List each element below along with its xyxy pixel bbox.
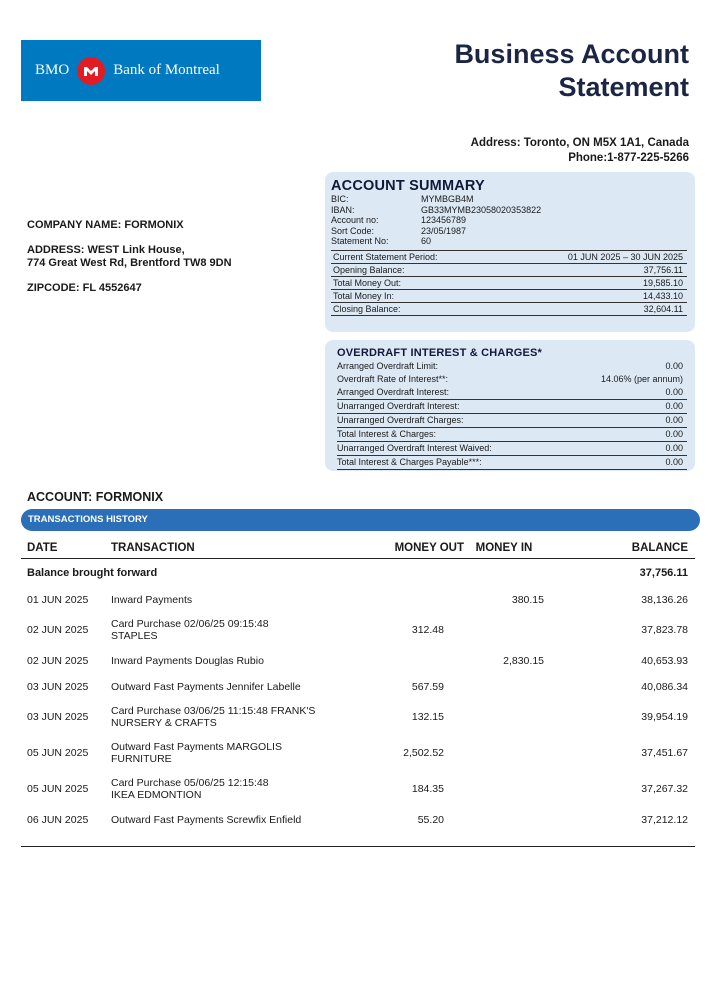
col-balance: BALANCE <box>631 541 688 554</box>
tx-date: 02 JUN 2025 <box>27 624 89 636</box>
tx-date: 03 JUN 2025 <box>27 711 89 723</box>
tx-balance: 39,954.19 <box>641 711 688 723</box>
company-address-line-2: 774 Great West Rd, Brentford TW8 9DN <box>27 257 232 269</box>
identifier-label: Sort Code: <box>331 225 375 236</box>
identifier-label: Statement No: <box>331 236 389 246</box>
table-end-rule <box>21 846 695 847</box>
overdraft-value: 0.00 <box>665 429 683 439</box>
summary-value: 37,756.11 <box>643 264 683 275</box>
overdraft-value: 14.06% (per annum) <box>600 374 683 384</box>
overdraft-row <box>337 373 687 386</box>
tx-description-line: IKEA EDMONTION <box>111 789 202 801</box>
tx-description <box>111 681 361 693</box>
summary-row <box>331 264 687 277</box>
overdraft-row <box>337 360 687 373</box>
tx-money-out: 184.35 <box>411 783 444 795</box>
table-row <box>21 699 695 735</box>
identifier-value: MYMBGB4M <box>421 194 474 204</box>
tx-balance: 37,451.67 <box>641 747 688 759</box>
table-row <box>21 735 695 771</box>
company-info <box>27 219 232 295</box>
logo-short-name: BMO <box>35 62 70 78</box>
summary-row <box>331 290 687 303</box>
summary-label: Current Statement Period: <box>333 251 438 262</box>
overdraft-row <box>337 386 687 400</box>
overdraft-value: 0.00 <box>665 443 683 453</box>
tx-balance: 40,086.34 <box>641 680 688 693</box>
table-row <box>21 674 695 699</box>
identifier-row <box>331 236 687 247</box>
tx-money-in: 2,830.15 <box>503 655 544 667</box>
tx-description-line: Outward Fast Payments MARGOLIS <box>111 741 282 753</box>
tx-description <box>111 594 361 606</box>
summary-label: Opening Balance: <box>333 264 405 275</box>
col-transaction: TRANSACTION <box>111 541 195 554</box>
overdraft-row <box>337 400 687 414</box>
identifier-label: BIC: <box>331 194 349 204</box>
tx-date: 06 JUN 2025 <box>27 813 89 826</box>
tx-money-out: 567.59 <box>411 680 444 693</box>
tx-description <box>111 777 361 801</box>
table-row <box>21 771 695 807</box>
summary-label: Total Money In: <box>333 290 395 301</box>
overdraft-value: 0.00 <box>665 415 683 425</box>
overdraft-row <box>337 414 687 428</box>
table-row <box>21 807 695 832</box>
title-line-2: Statement <box>558 72 689 102</box>
tx-description-line: NURSERY & CRAFTS <box>111 717 217 729</box>
overdraft-label: Overdraft Rate of Interest**: <box>337 374 449 384</box>
tx-balance: 37,267.32 <box>641 783 688 795</box>
tx-date: 02 JUN 2025 <box>27 655 89 667</box>
identifier-row <box>331 205 687 216</box>
overdraft-label: Total Interest & Charges: <box>337 429 437 439</box>
table-header <box>21 537 695 559</box>
overdraft-label: Arranged Overdraft Interest: <box>337 387 450 397</box>
tx-description <box>111 705 361 729</box>
account-identifiers <box>331 194 687 247</box>
document-title <box>454 38 689 104</box>
brought-forward-label: Balance brought forward <box>27 567 158 579</box>
identifier-row <box>331 226 687 237</box>
tx-description <box>111 618 361 642</box>
tx-description-line: Card Purchase 02/06/25 09:15:48 <box>111 618 269 630</box>
tx-money-in: 380.15 <box>511 593 544 606</box>
table-row <box>21 612 695 648</box>
overdraft-title: OVERDRAFT INTEREST & CHARGES* <box>337 347 543 359</box>
tx-description-line: Card Purchase 03/06/25 11:15:48 FRANK'S <box>111 705 316 717</box>
overdraft-value: 0.00 <box>665 387 683 397</box>
overdraft-value: 0.00 <box>665 361 683 371</box>
account-summary-panel <box>325 172 695 332</box>
identifier-row <box>331 194 687 205</box>
overdraft-label: Unarranged Overdraft Interest Waived: <box>337 443 492 453</box>
overdraft-row <box>337 428 687 442</box>
overdraft-label: Unarranged Overdraft Interest: <box>337 401 460 411</box>
tx-balance: 37,823.78 <box>641 624 688 636</box>
tx-description <box>111 741 361 765</box>
balance-brought-forward-row <box>21 559 695 587</box>
tx-description-line: Outward Fast Payments Screwfix Enfield <box>111 813 302 826</box>
identifier-label: IBAN: <box>331 204 355 215</box>
company-address-line-1: ADDRESS: WEST Link House, <box>27 244 185 256</box>
col-money-out: MONEY OUT <box>394 541 464 554</box>
tx-description-line: Outward Fast Payments Jennifer Labelle <box>111 680 301 693</box>
tx-description-line: STAPLES <box>111 630 158 642</box>
identifier-label: Account no: <box>331 215 379 225</box>
overdraft-label: Arranged Overdraft Limit: <box>337 361 439 371</box>
tx-date: 01 JUN 2025 <box>27 593 89 606</box>
identifier-value: GB33MYMB23058020353822 <box>421 204 542 215</box>
col-money-in: MONEY IN <box>475 541 533 554</box>
overdraft-rows <box>337 360 687 470</box>
logo-bank-name: Bank of Montreal <box>113 62 220 78</box>
transaction-rows <box>21 587 695 832</box>
tx-date: 05 JUN 2025 <box>27 747 89 759</box>
account-summary-title: ACCOUNT SUMMARY <box>331 178 485 194</box>
identifier-value: 60 <box>421 236 432 246</box>
tx-description <box>111 655 361 667</box>
tx-date: 03 JUN 2025 <box>27 680 89 693</box>
identifier-row <box>331 215 687 226</box>
identifier-value: 123456789 <box>421 215 467 225</box>
overdraft-row <box>337 456 687 470</box>
company-address <box>27 244 232 270</box>
summary-label: Total Money Out: <box>333 277 402 288</box>
tx-money-out: 312.48 <box>411 624 444 636</box>
bank-logo <box>21 40 261 101</box>
tx-balance: 37,212.12 <box>641 813 688 826</box>
title-line-1: Business Account <box>454 39 689 69</box>
table-row <box>21 648 695 674</box>
overdraft-panel <box>325 340 695 471</box>
table-row <box>21 587 695 612</box>
summary-rows <box>331 250 687 316</box>
tx-balance: 40,653.93 <box>641 655 688 667</box>
overdraft-value: 0.00 <box>665 401 683 411</box>
overdraft-row <box>337 442 687 456</box>
tx-description <box>111 814 361 826</box>
transactions-table <box>21 537 695 832</box>
summary-row <box>331 277 687 290</box>
tx-description-line: Card Purchase 05/06/25 12:15:48 <box>111 777 269 789</box>
bank-address: Address: Toronto, ON M5X 1A1, Canada <box>470 137 689 149</box>
summary-row <box>331 303 687 316</box>
company-name: COMPANY NAME: FORMONIX <box>27 219 184 231</box>
overdraft-label: Total Interest & Charges Payable***: <box>337 457 482 467</box>
tx-description-line: Inward Payments <box>111 593 193 606</box>
summary-label: Closing Balance: <box>333 303 401 314</box>
summary-value: 14,433.10 <box>642 290 683 301</box>
tx-balance: 38,136.26 <box>641 593 688 606</box>
bmo-roundel-icon <box>77 57 105 85</box>
overdraft-label: Unarranged Overdraft Charges: <box>337 415 464 425</box>
summary-row <box>331 251 687 264</box>
bank-phone: Phone:1-877-225-5266 <box>568 152 689 164</box>
identifier-value: 23/05/1987 <box>421 225 467 236</box>
tx-money-out: 2,502.52 <box>403 747 444 759</box>
transactions-history-bar: TRANSACTIONS HISTORY <box>21 509 700 531</box>
tx-money-out: 132.15 <box>411 711 444 723</box>
tx-money-out: 55.20 <box>417 813 444 826</box>
tx-description-line: FURNITURE <box>111 753 172 765</box>
col-date: DATE <box>27 541 58 554</box>
bank-contact <box>471 136 689 166</box>
summary-value: 32,604.11 <box>643 303 683 314</box>
summary-value: 01 JUN 2025 – 30 JUN 2025 <box>567 251 683 262</box>
brought-forward-balance: 37,756.11 <box>639 567 688 579</box>
company-zipcode: ZIPCODE: FL 4552647 <box>27 282 142 294</box>
summary-value: 19,585.10 <box>642 277 683 288</box>
tx-date: 05 JUN 2025 <box>27 783 89 795</box>
account-label: ACCOUNT: FORMONIX <box>27 490 164 504</box>
overdraft-value: 0.00 <box>665 457 683 467</box>
tx-description-line: Inward Payments Douglas Rubio <box>111 655 264 667</box>
